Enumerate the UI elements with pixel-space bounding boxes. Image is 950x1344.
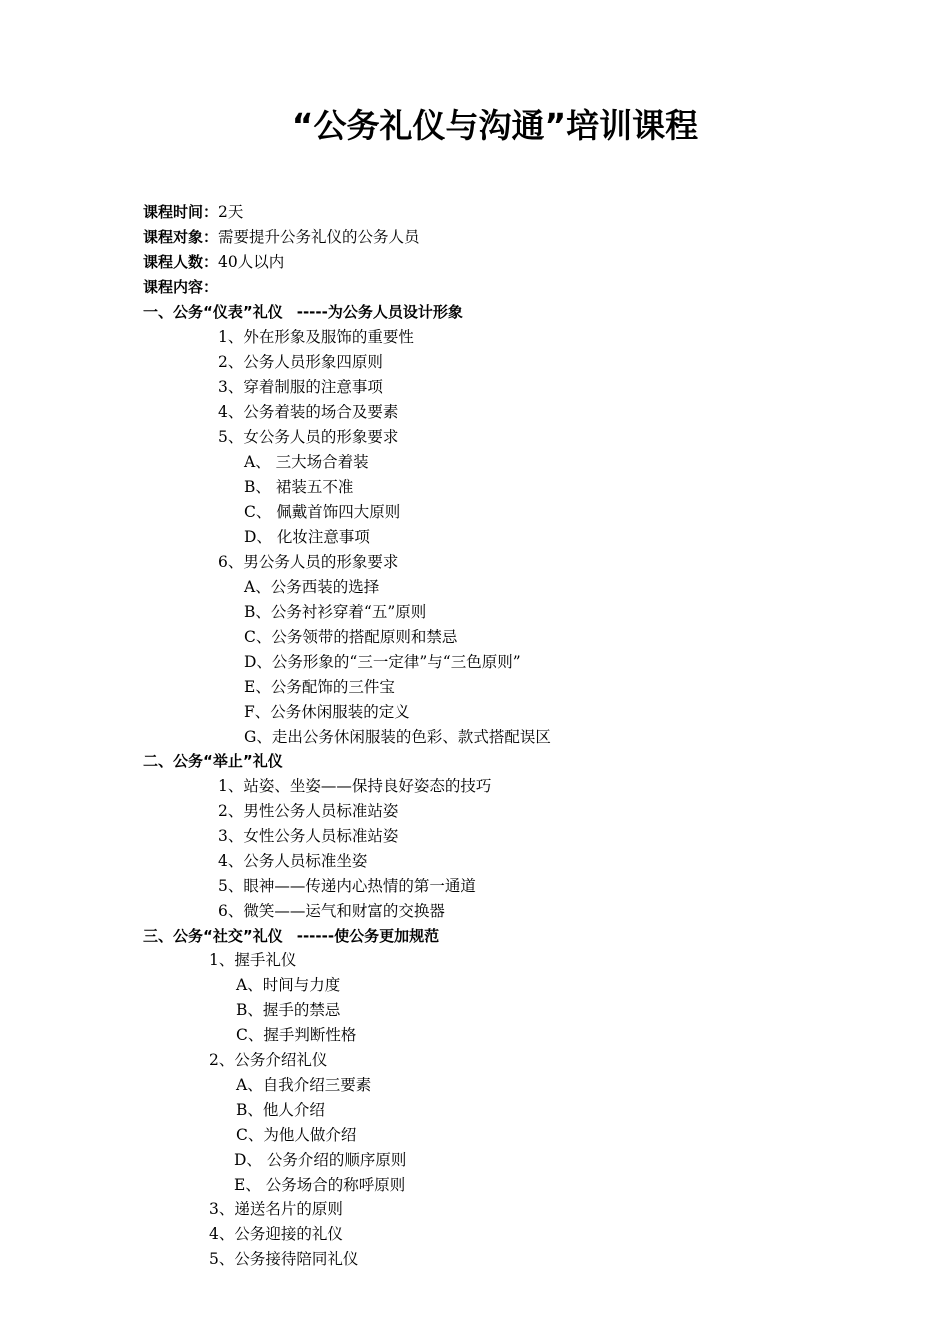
male-image-subitem: G、走出公务休闲服装的色彩、款式搭配误区: [244, 728, 551, 746]
course-content-line: [143, 277, 218, 297]
section-1-heading: 一、公务“仪表”礼仪: [143, 303, 283, 321]
male-image-subitem: E、公务配饰的三件宝: [244, 678, 395, 696]
female-image-subitem: A、 三大场合着装: [244, 453, 369, 471]
course-count-line: [143, 252, 284, 272]
section-1-item: 5、女公务人员的形象要求: [218, 428, 399, 446]
introduction-subitem: B、他人介绍: [236, 1101, 325, 1119]
course-count-label: 课程人数：: [143, 253, 219, 271]
course-audience-label: 课程对象：: [143, 228, 219, 246]
section-1-item: 4、公务着装的场合及要素: [218, 403, 399, 421]
section-1-subtitle: -----为公务人员设计形象: [296, 303, 463, 321]
section-2-item: 3、女性公务人员标准站姿: [218, 827, 399, 845]
male-image-subitem: D、公务形象的“三一定律”与“三色原则”: [244, 653, 521, 671]
section-3-item: 5、公务接待陪同礼仪: [209, 1250, 359, 1268]
male-image-subitem: B、公务衬衫穿着“五”原则: [244, 603, 427, 621]
section-1-item: 6、男公务人员的形象要求: [218, 553, 399, 571]
course-audience-line: [143, 227, 420, 247]
course-time-line: [143, 202, 243, 222]
female-image-subitem: D、 化妆注意事项: [244, 528, 370, 546]
section-3-item: 1、握手礼仪: [209, 951, 297, 969]
section-2-heading: 二、公务“举止”礼仪: [143, 752, 283, 770]
section-2-item: 2、男性公务人员标准站姿: [218, 802, 399, 820]
section-3-heading-line: [143, 926, 439, 946]
handshake-subitem: C、握手判断性格: [236, 1026, 357, 1044]
section-2-item: 1、站姿、坐姿——保持良好姿态的技巧: [218, 777, 492, 795]
section-2-item: 5、眼神——传递内心热情的第一通道: [218, 877, 476, 895]
male-image-subitem: C、公务领带的搭配原则和禁忌: [244, 628, 458, 646]
handshake-subitem: A、时间与力度: [236, 976, 341, 994]
introduction-subitem: A、自我介绍三要素: [236, 1076, 372, 1094]
course-content-label: 课程内容：: [143, 278, 219, 296]
section-1-item: 1、外在形象及服饰的重要性: [218, 328, 414, 346]
male-image-subitem: F、公务休闲服装的定义: [244, 703, 410, 721]
course-count-value: 40人以内: [218, 253, 285, 271]
section-1-heading-line: [143, 302, 463, 322]
document-title: “公务礼仪与沟通”培训课程: [291, 106, 699, 145]
introduction-subitem: E、 公务场合的称呼原则: [234, 1176, 406, 1194]
section-3-item: 3、递送名片的原则: [209, 1200, 343, 1218]
section-3-item: 2、公务介绍礼仪: [209, 1051, 328, 1069]
section-2-item: 4、公务人员标准坐姿: [218, 852, 368, 870]
section-3-subtitle: ------使公务更加规范: [296, 927, 440, 945]
section-1-item: 3、穿着制服的注意事项: [218, 378, 383, 396]
male-image-subitem: A、公务西装的选择: [244, 578, 380, 596]
course-time-value: 2天: [218, 203, 244, 221]
female-image-subitem: B、 裙装五不准: [244, 478, 354, 496]
section-3-heading: 三、公务“社交”礼仪: [143, 927, 283, 945]
introduction-subitem: D、 公务介绍的顺序原则: [234, 1151, 407, 1169]
section-2-item: 6、微笑——运气和财富的交换器: [218, 902, 445, 920]
section-3-item: 4、公务迎接的礼仪: [209, 1225, 343, 1243]
introduction-subitem: C、为他人做介绍: [236, 1126, 357, 1144]
course-audience-value: 需要提升公务礼仪的公务人员: [218, 228, 420, 246]
section-1-item: 2、公务人员形象四原则: [218, 353, 383, 371]
female-image-subitem: C、 佩戴首饰四大原则: [244, 503, 401, 521]
course-time-label: 课程时间：: [143, 203, 219, 221]
handshake-subitem: B、握手的禁忌: [236, 1001, 341, 1019]
